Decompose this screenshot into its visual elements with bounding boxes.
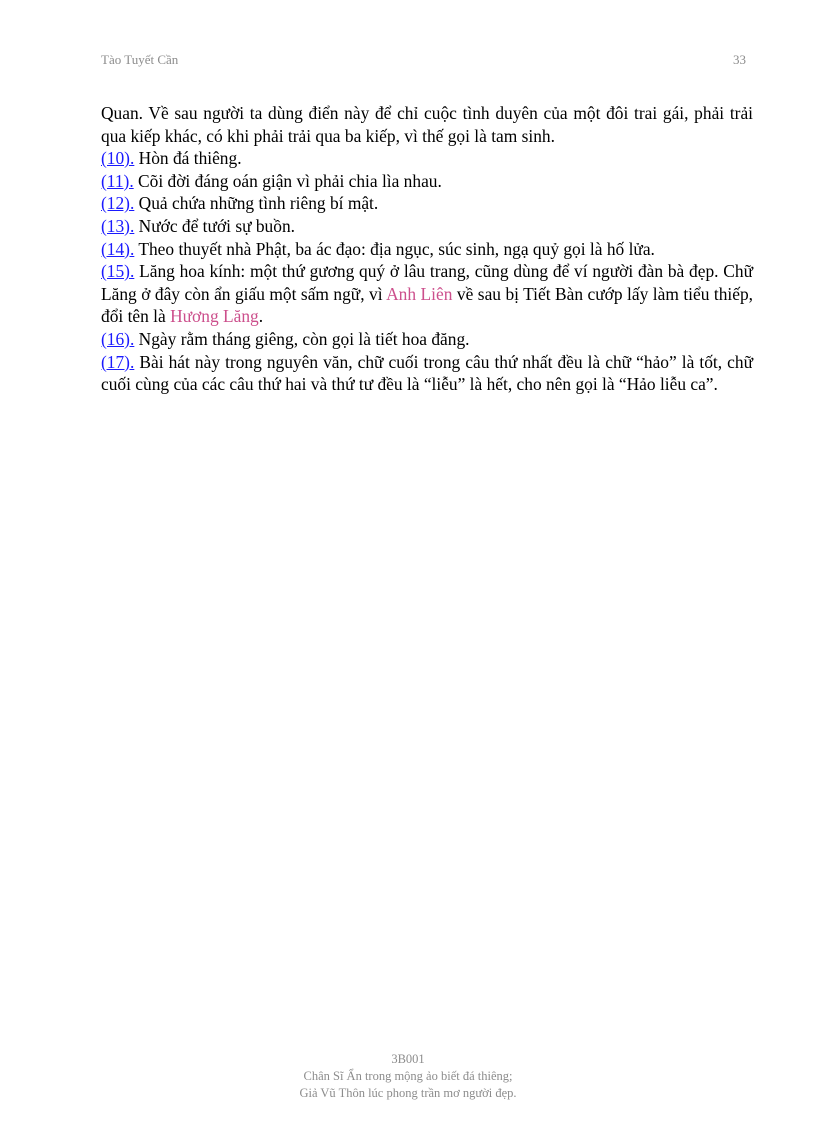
note-11 — [101, 170, 753, 193]
note-text: Hòn đá thiêng. — [134, 148, 242, 169]
note-continuation: Quan. Về sau người ta dùng điển này để chỉ cuộc tình duyên của một đôi trai gái, phải trải qua kiếp khác, có khi phải trải qua ba kiếp, vì thế gọi là tam sinh. — [101, 103, 753, 146]
running-header-title: Tào Tuyết Cần — [101, 52, 179, 67]
footer-line-1: Chân Sĩ Ẩn trong mộng ảo biết đá thiêng; — [303, 1069, 513, 1083]
note-ref-link[interactable]: (10). — [101, 148, 135, 169]
note-16 — [101, 328, 753, 351]
note-text: . — [258, 306, 264, 327]
note-17 — [101, 351, 753, 396]
running-footer — [0, 1051, 816, 1102]
note-text: Bài hát này trong nguyên văn, chữ cuối trong câu thứ nhất đều là chữ “hảo” là tốt, chữ cuối cùng của các câu thứ hai và thứ tư đều là “liễu” là hết, cho nên gọi là “Hảo liễu ca”. — [101, 351, 753, 395]
note-15 — [101, 260, 753, 328]
note-ref-link[interactable]: (15). — [101, 261, 135, 282]
note-ref-link[interactable]: (13). — [101, 215, 135, 236]
note-text: Quả chứa những tình riêng bí mật. — [134, 193, 379, 214]
notes-body — [101, 102, 753, 396]
note-text: Lăng hoa kính: một thứ gương quý ở lâu trang, cũng dùng để ví người đàn bà đẹp. Chữ Lăng ở đây còn ẩn giấu một sấm ngữ, vì — [101, 261, 753, 304]
note-ref-link[interactable]: (14). — [101, 238, 135, 259]
note-text: về sau bị Tiết Bàn cướp lấy làm tiểu thiếp, đổi tên là — [101, 283, 754, 327]
footer-line-2: Giả Vũ Thôn lúc phong trần mơ người đẹp. — [299, 1086, 517, 1100]
note-ref-link[interactable]: (11). — [101, 170, 134, 191]
note-text: Nước để tưới sự buồn. — [134, 215, 295, 236]
footer-code: 3B001 — [391, 1052, 425, 1066]
note-10 — [101, 147, 753, 170]
page-number: 33 — [733, 52, 746, 67]
character-name-huong-lang: Hương Lăng — [170, 306, 259, 327]
note-ref-link[interactable]: (12). — [101, 193, 135, 214]
note-ref-link[interactable]: (17). — [101, 351, 135, 372]
note-text: Ngày rằm tháng giêng, còn gọi là tiết hoa đăng. — [134, 328, 470, 349]
note-ref-link[interactable]: (16). — [101, 328, 135, 349]
note-14 — [101, 238, 753, 261]
note-13 — [101, 215, 753, 238]
note-text: Cõi đời đáng oán giận vì phải chia lìa nhau. — [133, 170, 442, 191]
character-name-anh-lien: Anh Liên — [386, 283, 453, 304]
note-text: Theo thuyết nhà Phật, ba ác đạo: địa ngục, súc sinh, ngạ quỷ gọi là hố lửa. — [134, 238, 655, 259]
note-12 — [101, 192, 753, 215]
